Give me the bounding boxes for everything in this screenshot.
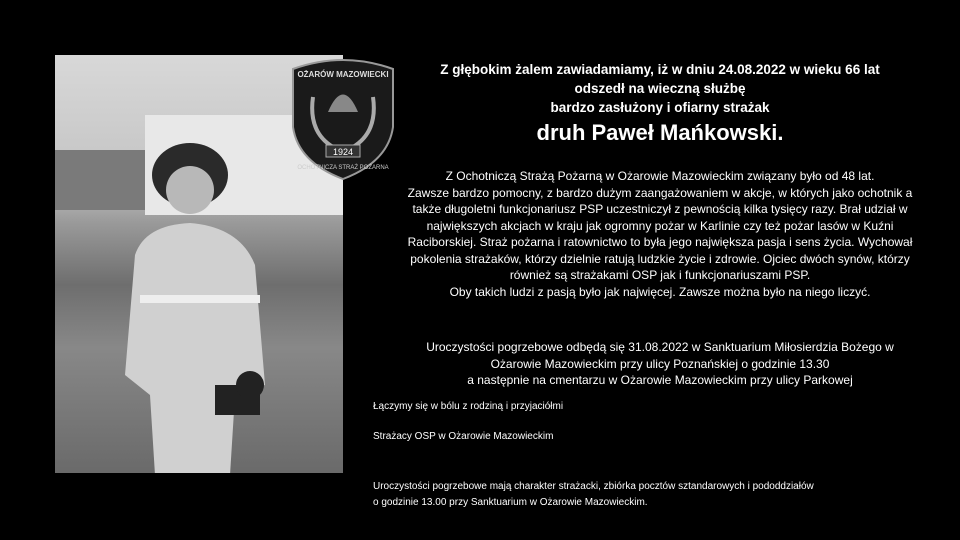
announcement-line-2: odszedł na wieczną służbę	[574, 81, 746, 96]
bio-line: także długoletni funkcjonariusz PSP uczestniczył z pewnością kilka tysięcy razy. Brał udział w	[412, 202, 908, 216]
announcement-line-1: Z głębokim żalem zawiadamiamy, iż w dniu 24.08.2022 w wieku 66 lat	[440, 62, 880, 77]
ceremony-note-line: o godzinie 13.00 przy Sanktuarium w Ożarowie Mazowieckim.	[373, 497, 648, 508]
bio-line: Oby takich ludzi z pasją było jak najwięcej. Zawsze można było na niego liczyć.	[449, 284, 871, 299]
deceased-name: druh Paweł Mańkowski.	[536, 120, 784, 145]
bio-line: pokolenia strażaków, którzy dzielnie ratują ludzkie życie i zdrowie. Ojciec dwóch synów, którzy	[410, 251, 910, 266]
bio-line: Zawsze bardzo pomocny, z bardzo dużym zaangażowaniem w akcje, w których jako ochotnik a	[407, 185, 913, 200]
funeral-line: Uroczystości pogrzebowe odbędą się 31.08.2022 w Sanktuarium Miłosierdzia Bożego w	[426, 340, 894, 354]
svg-text:OCHOTNICZA STRAŻ POŻARNA: OCHOTNICZA STRAŻ POŻARNA	[297, 165, 389, 171]
bio-line: Z Ochotniczą Strażą Pożarną w Ożarowie Mazowieckim związany było od 48 lat.	[445, 169, 875, 183]
svg-text:1924: 1924	[332, 147, 354, 157]
funeral-line: Ożarowie Mazowieckim przy ulicy Poznańskiej o godzinie 13.30	[490, 356, 830, 371]
bio-line: największych akcjach w kraju jak ogromny pożar w Karlinie czy też pożar lasów w Kuźni	[426, 218, 894, 233]
bio-line: również są strażakami OSP jak i funkcjonariuszami PSP.	[509, 268, 811, 282]
funeral-line: a następnie na cmentarzu w Ożarowie Mazowieckim przy ulicy Parkowej	[467, 373, 853, 387]
ceremony-note-line: Uroczystości pogrzebowe mają charakter strażacki, zbiórka pocztów sztandarowych i pododdziałów	[373, 481, 814, 492]
firefighter-figure	[115, 135, 285, 473]
signature-text: Strażacy OSP w Ożarowie Mazowieckim	[373, 431, 554, 442]
bio-line: Raciborskiej. Straż pożarna i ratownictwo to była jego największa pasja i sens życia. Wychował	[407, 235, 913, 249]
biography	[375, 168, 945, 300]
announcement-line-3: bardzo zasłużony i ofiarny strażak	[550, 100, 770, 115]
funeral-info	[375, 339, 945, 389]
condolence-text: Łączymy się w bólu z rodziną i przyjaciółmi	[373, 401, 564, 412]
svg-text:OŻARÓW MAZOWIECKI: OŻARÓW MAZOWIECKI	[297, 70, 389, 79]
